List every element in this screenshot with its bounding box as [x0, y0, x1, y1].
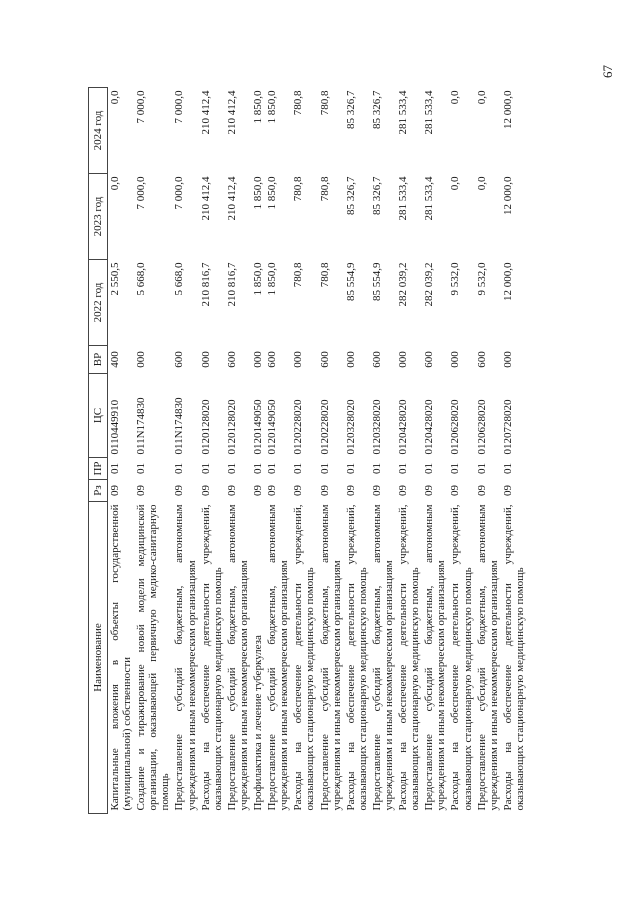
- cell-vr: 000: [135, 351, 148, 368]
- cell-y2024: 0,0: [109, 90, 121, 105]
- cell-name: Предоставление субсидий бюджетным, автономным учреждениям и иным некоммерческим организациям: [266, 504, 291, 811]
- cell-pr: 01: [173, 463, 186, 474]
- table-row: [344, 88, 370, 814]
- cell-y2022: 210 816,7: [199, 262, 212, 307]
- cell-rz: 09: [225, 485, 238, 496]
- cell-y2023: 0,0: [475, 176, 488, 191]
- cell-y2023: 780,8: [318, 176, 331, 202]
- table-row: [475, 88, 501, 814]
- cell-y2022: 282 039,2: [423, 262, 436, 307]
- cell-cs: 0120128020: [225, 399, 238, 455]
- table-row: [396, 88, 422, 814]
- cell-name: Предоставление субсидий бюджетным, автономным учреждениям и иным некоммерческим организациям: [225, 504, 250, 811]
- cell-pr: 01: [423, 463, 436, 474]
- cell-y2022: 780,8: [318, 262, 331, 288]
- cell-y2023: 1 850,0: [252, 176, 265, 210]
- cell-vr: 000: [199, 351, 212, 368]
- table-row: [172, 88, 198, 814]
- cell-rz: 09: [501, 485, 514, 496]
- cell-y2024: 1 850,0: [266, 90, 279, 124]
- header-2024: 2024 год: [89, 88, 108, 174]
- cell-y2024: 85 326,7: [344, 90, 357, 129]
- cell-name: Предоставление субсидий бюджетным, автономным учреждениям и иным некоммерческим организациям: [370, 504, 395, 811]
- header-row: [89, 88, 108, 814]
- cell-vr: 600: [475, 351, 488, 368]
- cell-rz: 09: [266, 485, 279, 496]
- cell-cs: 0120228020: [318, 399, 331, 455]
- cell-y2023: 281 533,4: [397, 176, 410, 221]
- cell-name: Создание и тиражирование новой модели медицинской организации, оказывающей первичную медико-санитарную помощь: [135, 504, 172, 811]
- cell-y2024: 1 850,0: [252, 90, 265, 124]
- cell-y2023: 210 412,4: [225, 176, 238, 221]
- cell-vr: 000: [252, 351, 265, 368]
- cell-name: Расходы на обеспечение деятельности учреждений, оказывающих стационарную медицинскую помощь: [199, 504, 224, 811]
- cell-name: Предоставление субсидий бюджетным, автономным учреждениям и иным некоммерческим организациям: [423, 504, 448, 811]
- cell-rz: 09: [109, 485, 121, 496]
- cell-cs: 011N174830: [135, 397, 148, 455]
- cell-y2024: 12 000,0: [501, 90, 514, 129]
- cell-cs: 0120428020: [397, 399, 410, 455]
- cell-cs: 0120328020: [370, 399, 383, 455]
- cell-vr: 000: [292, 351, 305, 368]
- cell-rz: 09: [199, 485, 212, 496]
- cell-rz: 09: [370, 485, 383, 496]
- cell-cs: 0120628020: [475, 399, 488, 455]
- cell-y2024: 85 326,7: [370, 90, 383, 129]
- cell-cs: 0120228020: [292, 399, 305, 455]
- cell-y2023: 85 326,7: [370, 176, 383, 215]
- header-cs: ЦС: [89, 374, 108, 458]
- cell-cs: 0120128020: [199, 399, 212, 455]
- cell-name: Предоставление субсидий бюджетным, автономным учреждениям и иным некоммерческим организациям: [318, 504, 343, 811]
- cell-y2023: 0,0: [449, 176, 462, 191]
- cell-cs: 0120728020: [501, 399, 514, 455]
- cell-y2023: 210 412,4: [199, 176, 212, 221]
- cell-vr: 400: [109, 351, 121, 368]
- cell-y2022: 5 668,0: [135, 262, 148, 296]
- cell-rz: 09: [423, 485, 436, 496]
- header-rz: Рз: [89, 480, 108, 502]
- cell-cs: 0120428020: [423, 399, 436, 455]
- cell-y2024: 780,8: [292, 90, 305, 116]
- page-number: 67: [600, 65, 615, 78]
- cell-cs: 0120328020: [344, 399, 357, 455]
- cell-y2023: 12 000,0: [501, 176, 514, 215]
- cell-y2023: 7 000,0: [135, 176, 148, 210]
- cell-y2022: 2 550,5: [109, 262, 121, 296]
- cell-y2022: 1 850,0: [252, 262, 265, 296]
- budget-table: [88, 87, 527, 814]
- cell-rz: 09: [318, 485, 331, 496]
- cell-pr: 01: [292, 463, 305, 474]
- cell-vr: 600: [266, 351, 279, 368]
- cell-name: Предоставление субсидий бюджетным, автономным учреждениям и иным некоммерческим организациям: [173, 504, 198, 811]
- cell-y2022: 282 039,2: [397, 262, 410, 307]
- cell-pr: 01: [370, 463, 383, 474]
- cell-y2023: 281 533,4: [423, 176, 436, 221]
- table-row: [225, 88, 251, 814]
- header-2022: 2022 год: [89, 260, 108, 346]
- table-row: [422, 88, 448, 814]
- cell-pr: 01: [397, 463, 410, 474]
- header-vr: ВР: [89, 346, 108, 374]
- cell-pr: 01: [344, 463, 357, 474]
- cell-y2022: 9 532,0: [449, 262, 462, 296]
- cell-pr: 01: [266, 463, 279, 474]
- cell-vr: 600: [225, 351, 238, 368]
- cell-y2024: 0,0: [449, 90, 462, 105]
- table-row: [134, 88, 172, 814]
- cell-pr: 01: [449, 463, 462, 474]
- cell-name: Расходы на обеспечение деятельности учреждений, оказывающих стационарную медицинскую помощь: [292, 504, 317, 811]
- cell-y2024: 7 000,0: [173, 90, 186, 124]
- cell-vr: 000: [397, 351, 410, 368]
- cell-pr: 01: [225, 463, 238, 474]
- cell-pr: 01: [252, 463, 265, 474]
- cell-cs: 0120149050: [252, 399, 265, 455]
- cell-y2022: 9 532,0: [475, 262, 488, 296]
- cell-pr: 01: [135, 463, 148, 474]
- cell-vr: 000: [501, 351, 514, 368]
- cell-vr: 600: [370, 351, 383, 368]
- table-row: [251, 88, 265, 814]
- table-row: [291, 88, 317, 814]
- cell-vr: 600: [423, 351, 436, 368]
- cell-y2022: 1 850,0: [266, 262, 279, 296]
- cell-y2023: 7 000,0: [173, 176, 186, 210]
- cell-vr: 600: [173, 351, 186, 368]
- cell-pr: 01: [109, 463, 121, 474]
- cell-name: Расходы на обеспечение деятельности учреждений, оказывающих стационарную медицинскую помощь: [449, 504, 474, 811]
- cell-rz: 09: [344, 485, 357, 496]
- header-name: Наименование: [89, 502, 108, 814]
- cell-name: Профилактика и лечение туберкулеза: [252, 635, 265, 811]
- cell-y2022: 5 668,0: [173, 262, 186, 296]
- cell-rz: 09: [252, 485, 265, 496]
- cell-rz: 09: [173, 485, 186, 496]
- cell-name: Расходы на обеспечение деятельности учреждений, оказывающих стационарную медицинскую помощь: [344, 504, 369, 811]
- cell-y2023: 85 326,7: [344, 176, 357, 215]
- table-row: [370, 88, 396, 814]
- cell-name: Капитальные вложения в объекты государственной (муниципальной) собственности: [109, 504, 134, 811]
- cell-y2022: 210 816,7: [225, 262, 238, 307]
- cell-name: Расходы на обеспечение деятельности учреждений, оказывающих стационарную медицинскую помощь: [397, 504, 422, 811]
- cell-pr: 01: [501, 463, 514, 474]
- table-row: [318, 88, 344, 814]
- header-2023: 2023 год: [89, 174, 108, 260]
- table-row: [265, 88, 291, 814]
- cell-cs: 0110449910: [109, 399, 121, 455]
- cell-pr: 01: [318, 463, 331, 474]
- cell-pr: 01: [475, 463, 488, 474]
- table-row: [108, 88, 135, 814]
- cell-y2024: 281 533,4: [397, 90, 410, 135]
- cell-y2024: 210 412,4: [225, 90, 238, 135]
- cell-rz: 09: [449, 485, 462, 496]
- cell-rz: 09: [292, 485, 305, 496]
- cell-y2022: 780,8: [292, 262, 305, 288]
- table-row: [448, 88, 474, 814]
- cell-y2024: 7 000,0: [135, 90, 148, 124]
- cell-rz: 09: [397, 485, 410, 496]
- cell-y2023: 780,8: [292, 176, 305, 202]
- header-pr: ПР: [89, 458, 108, 480]
- cell-y2023: 1 850,0: [266, 176, 279, 210]
- table-body: [108, 88, 528, 814]
- cell-vr: 000: [344, 351, 357, 368]
- table-row: [501, 88, 527, 814]
- cell-vr: 600: [318, 351, 331, 368]
- cell-cs: 011N174830: [173, 397, 186, 455]
- cell-name: Предоставление субсидий бюджетным, автономным учреждениям и иным некоммерческим организациям: [475, 504, 500, 811]
- cell-y2023: 0,0: [109, 176, 121, 191]
- table-row: [199, 88, 225, 814]
- rotated-table-container: [88, 88, 556, 814]
- cell-rz: 09: [475, 485, 488, 496]
- cell-cs: 0120149050: [266, 399, 279, 455]
- cell-rz: 09: [135, 485, 148, 496]
- cell-y2024: 780,8: [318, 90, 331, 116]
- cell-pr: 01: [199, 463, 212, 474]
- cell-name: Расходы на обеспечение деятельности учреждений, оказывающих стационарную медицинскую помощь: [501, 504, 526, 811]
- cell-y2022: 85 554,9: [344, 262, 357, 301]
- cell-y2022: 85 554,9: [370, 262, 383, 301]
- cell-cs: 0120628020: [449, 399, 462, 455]
- cell-vr: 000: [449, 351, 462, 368]
- cell-y2024: 281 533,4: [423, 90, 436, 135]
- cell-y2024: 0,0: [475, 90, 488, 105]
- cell-y2024: 210 412,4: [199, 90, 212, 135]
- cell-y2022: 12 000,0: [501, 262, 514, 301]
